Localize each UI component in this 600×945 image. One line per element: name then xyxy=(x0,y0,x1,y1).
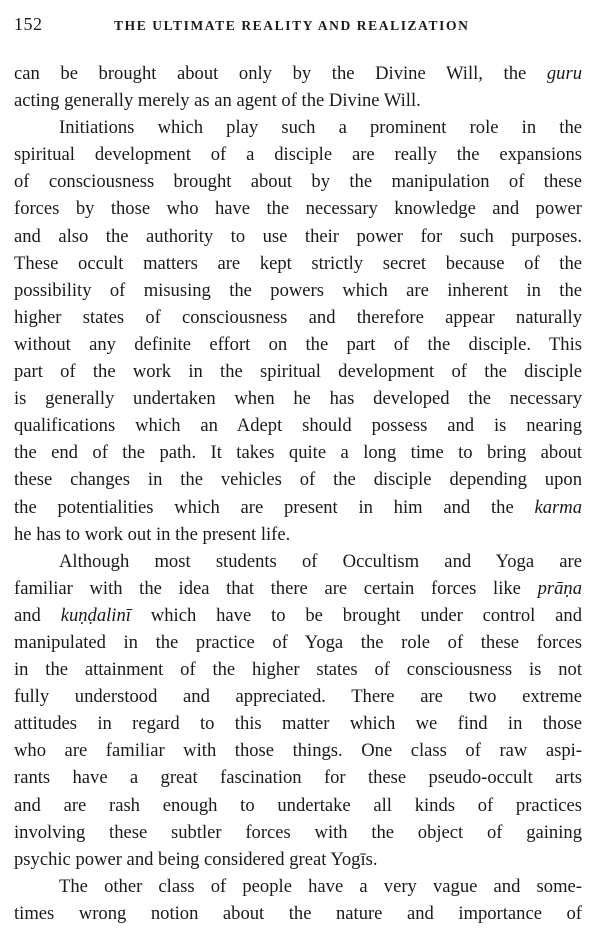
text-run: attitudes in regard to this matter which we find in those xyxy=(14,713,582,735)
text-run: rants have a great fascination for these pseudo-occult arts xyxy=(14,767,582,789)
text-line xyxy=(14,60,582,87)
text-run: which have to be brought under control and xyxy=(130,604,582,626)
text-line xyxy=(14,304,582,331)
text-line xyxy=(14,792,582,819)
text-line xyxy=(14,385,582,412)
text-run: part of the work in the spiritual development of the disciple xyxy=(14,361,582,383)
text-run: can be brought about only by the Divine Will, the xyxy=(14,63,547,84)
text-line xyxy=(14,250,582,277)
text-line xyxy=(14,710,582,737)
page-number: 152 xyxy=(14,14,43,34)
text-line xyxy=(14,629,582,656)
body-text xyxy=(14,60,582,927)
text-run: possibility of misusing the powers which are inherent in the xyxy=(14,279,582,301)
text-line xyxy=(14,656,582,683)
paragraph xyxy=(14,873,582,927)
text-line xyxy=(14,195,582,222)
text-line xyxy=(14,575,582,602)
text-line xyxy=(14,141,582,168)
text-line xyxy=(14,819,582,846)
page-header xyxy=(14,14,582,44)
text-line xyxy=(14,412,582,439)
text-run: the potentialities which are present in him and the xyxy=(14,496,535,518)
text-run: who are familiar with those things. One class of raw aspi- xyxy=(14,740,582,762)
text-run: he has to work out in the present life. xyxy=(14,523,291,545)
text-run: and are rash enough to undertake all kinds of practices xyxy=(14,794,582,816)
italic-term: prāṇa xyxy=(537,577,582,599)
paragraph xyxy=(14,548,582,873)
text-run: psychic power and being considered great Yogīs. xyxy=(14,848,378,870)
text-run: these changes in the vehicles of the disciple depending upon xyxy=(14,469,582,491)
text-line xyxy=(14,602,582,629)
text-line xyxy=(14,439,582,466)
text-line xyxy=(14,494,582,521)
text-line xyxy=(14,683,582,710)
text-line xyxy=(14,521,582,548)
text-line xyxy=(14,873,582,900)
text-run: manipulated in the practice of Yoga the role of these forces xyxy=(14,631,582,653)
text-run: and xyxy=(14,604,61,626)
text-run: in the attainment of the higher states of consciousness is not xyxy=(14,659,582,681)
text-line xyxy=(14,168,582,195)
text-run: forces by those who have the necessary knowledge and power xyxy=(14,198,582,220)
text-line xyxy=(14,548,582,575)
paragraph xyxy=(14,114,582,548)
text-run: These occult matters are kept strictly secret because of the xyxy=(14,252,582,274)
text-run: and also the authority to use their power for such purposes. xyxy=(14,225,582,247)
text-line xyxy=(14,466,582,493)
text-run: qualifications which an Adept should possess and is nearing xyxy=(14,415,582,437)
text-run: the end of the path. It takes quite a long time to bring about xyxy=(14,442,582,464)
text-run: The other class of people have a very vague and some- xyxy=(59,875,582,897)
text-line xyxy=(14,87,582,114)
text-run: higher states of consciousness and therefore appear naturally xyxy=(14,306,582,328)
text-run: spiritual development of a disciple are really the expansions xyxy=(14,144,582,166)
text-line xyxy=(14,277,582,304)
text-line xyxy=(14,764,582,791)
text-line xyxy=(14,737,582,764)
italic-term: karma xyxy=(534,496,582,518)
paragraph xyxy=(14,60,582,114)
text-line xyxy=(14,846,582,873)
running-head: THE ULTIMATE REALITY AND REALIZATION xyxy=(114,18,470,33)
text-line xyxy=(14,223,582,250)
italic-term: kuṇḍalinī xyxy=(60,604,131,626)
text-run: fully understood and appreciated. There are two extreme xyxy=(14,686,582,708)
text-run: without any definite effort on the part of the disciple. This xyxy=(14,333,582,355)
text-line xyxy=(14,331,582,358)
text-run: Initiations which play such a prominent role in the xyxy=(59,117,582,139)
text-run: of consciousness brought about by the manipulation of these xyxy=(14,171,582,193)
text-run: acting generally merely as an agent of the Divine Will. xyxy=(14,90,421,112)
text-line xyxy=(14,358,582,385)
text-run: familiar with the idea that there are certain forces like xyxy=(14,577,538,599)
text-line xyxy=(14,900,582,927)
text-run: Although most students of Occultism and Yoga are xyxy=(59,550,582,572)
text-run: times wrong notion about the nature and importance of xyxy=(14,902,582,924)
text-run: is generally undertaken when he has developed the necessary xyxy=(14,388,582,410)
text-line xyxy=(14,114,582,141)
italic-term: guru xyxy=(546,63,582,84)
text-run: involving these subtler forces with the object of gaining xyxy=(14,821,582,843)
